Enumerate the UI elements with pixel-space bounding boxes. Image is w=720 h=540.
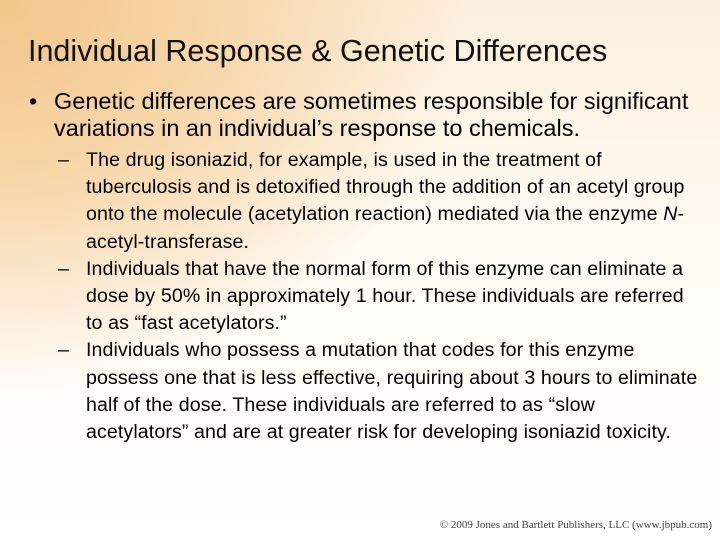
subbullet-item: [58, 147, 698, 256]
slide-content: [0, 88, 720, 446]
subbullet-text-part: The drug isoniazid, for example, is used in the treatment of tuberculosis and is detoxified through the addition of an acetyl group onto the molecule (acetylation reaction) mediated via the enzyme: [86, 149, 685, 226]
subbullet-italic-text: N: [663, 203, 678, 226]
bullet-text: Genetic differences are sometimes responsible for significant variations in an individual’s response to chemicals.: [54, 88, 689, 141]
subbullet-text-part: -acetyl-transferase.: [86, 203, 685, 253]
subbullet-text: Individuals that have the normal form of this enzyme can eliminate a dose by 50% in approximately 1 hour. These individuals are referred to as “fast acetylators.”: [86, 257, 684, 335]
subbullet-item: [58, 256, 698, 338]
slide-title: Individual Response & Genetic Differences: [28, 34, 608, 68]
subbullet-marker: –: [58, 339, 69, 362]
subbullet-text: Individuals who possess a mutation that codes for this enzyme possess one that is less effective, requiring about 3 hours to eliminate half of the dose. These individuals are referred to as “slow acetylators” and are at greater risk for developing isoniazid toxicity.: [86, 339, 698, 444]
copyright-notice: © 2009 Jones and Bartlett Publishers, LLC (www.jbpub.com): [439, 519, 712, 531]
bullet-marker: •: [29, 88, 38, 114]
subbullet-marker: –: [58, 149, 69, 171]
subbullet-marker: –: [58, 257, 69, 280]
bullet-item: [29, 88, 704, 142]
subbullet-list: [0, 147, 720, 446]
subbullet-item: [58, 337, 698, 446]
